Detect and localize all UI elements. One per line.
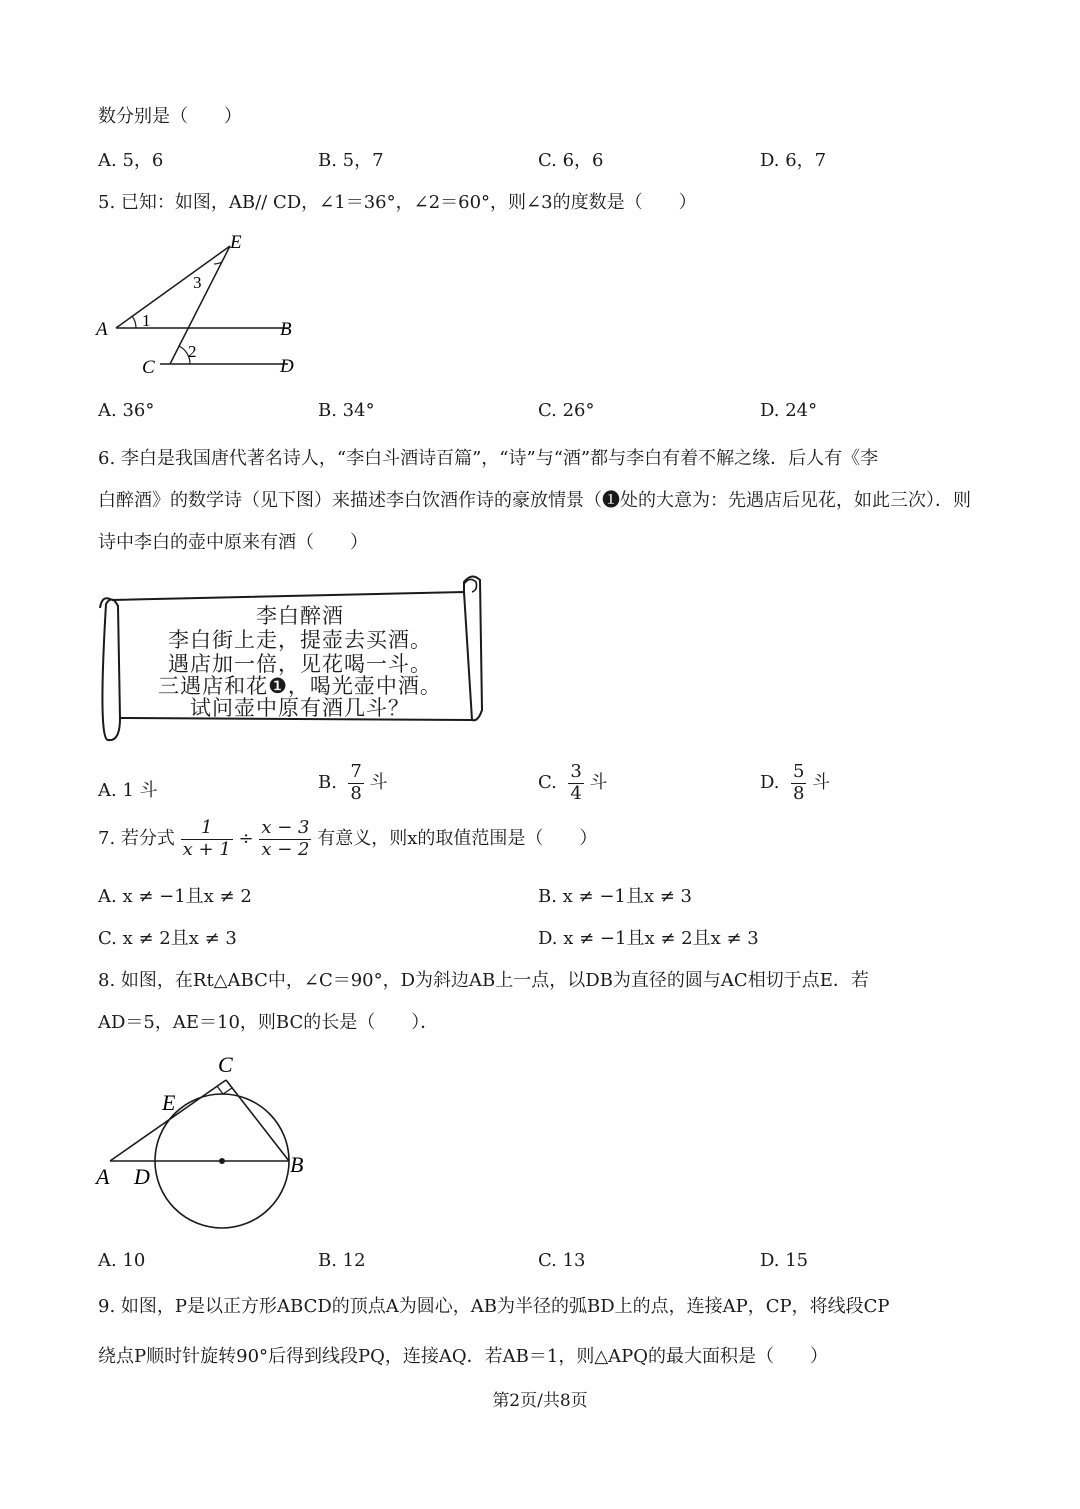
label-e: E	[162, 1090, 176, 1115]
frac-den: 8	[350, 782, 362, 804]
q7-frac1-den: x + 1	[182, 838, 231, 860]
poem-line-2: 遇店加一倍，见花喝一斗。	[168, 652, 432, 676]
q7-option-a: A. x ≠ −1且x ≠ 2	[98, 886, 252, 907]
label-d: D	[280, 356, 294, 377]
q9-stem-line2: 绕点P顺时针旋转90°后得到线段PQ，连接AQ．若AB＝1，则△APQ的最大面积是（ ）	[98, 1346, 829, 1367]
segment-cb	[226, 1080, 289, 1161]
line-ae	[116, 246, 230, 328]
label-d: D	[134, 1164, 150, 1189]
q8-option-c: C. 13	[538, 1250, 586, 1271]
q8-option-a: A. 10	[98, 1250, 146, 1271]
poem-line-4: 试问壶中原有酒几斗？	[190, 696, 410, 720]
q4-option-b: B. 5，7	[318, 150, 384, 171]
page-footer: 第2页/共8页	[492, 1391, 588, 1411]
q8-option-b: B. 12	[318, 1250, 366, 1271]
label-1: 1	[142, 311, 151, 330]
q5-parallel-lines-figure	[90, 226, 320, 384]
q6-stem-line1: 6. 李白是我国唐代著名诗人，“李白斗酒诗百篇”，“诗”与“酒”都与李白有着不解之缘．后人有《李	[98, 448, 879, 469]
label-3: 3	[193, 273, 202, 292]
q7-option-d: D. x ≠ −1且x ≠ 2且x ≠ 3	[538, 928, 759, 949]
q8-stem-line2: AD＝5，AE＝10，则BC的长是（ ）．	[98, 1012, 439, 1033]
label-2: 2	[188, 342, 197, 361]
angle-1-arc	[132, 316, 136, 328]
frac-num: 7	[350, 761, 362, 782]
q8-stem-line1: 8. 如图，在Rt△ABC中，∠C＝90°，D为斜边AB上一点，以DB为直径的圆与AC相切于点E．若	[98, 970, 869, 991]
right-angle-mark	[217, 1086, 232, 1094]
q7-frac1-num: 1	[181, 818, 233, 840]
q5-option-d: D. 24°	[760, 400, 818, 421]
q9-stem-line1: 9. 如图，P是以正方形ABCD的顶点A为圆心，AB为半径的弧BD上的点，连接AP，CP，将线段CP	[98, 1296, 890, 1317]
poem-line-1: 李白街上走，提壶去买酒。	[168, 628, 432, 652]
label-c: C	[142, 357, 155, 378]
q6-option-c: C. $\frac{3}{4}$ 斗	[538, 761, 608, 804]
q6-option-d: D. $\frac{5}{8}$ 斗	[760, 761, 831, 804]
frac-den: 8	[792, 782, 805, 804]
q6-option-b: B. $\frac{7}{8}$ 斗	[318, 761, 388, 804]
q5-option-b: B. 34°	[318, 400, 375, 421]
label-b: B	[280, 319, 292, 340]
q5-stem: 5. 已知：如图，AB// CD，∠1＝36°，∠2＝60°，则∠3的度数是（ ）	[98, 192, 697, 213]
label-b: B	[290, 1152, 304, 1177]
q7-stem: 7. 若分式 $\frac{1}{x + 1}$ ÷ $\frac{x - 3}{x - 2}$ 有意义，则x的取值范围是（ ）	[98, 817, 598, 860]
q4-option-a: A. 5，6	[98, 150, 164, 171]
frac-den: 4	[570, 782, 582, 804]
q7-option-b: B. x ≠ −1且x ≠ 3	[538, 886, 693, 907]
q8-circle-triangle-figure	[90, 1046, 330, 1232]
q7-frac2-num: x − 3	[261, 817, 310, 838]
label-a: A	[96, 319, 108, 340]
q7-frac2-den: x − 2	[261, 838, 310, 860]
q4-stem-tail: 数分别是（ ）	[98, 106, 242, 127]
q6-option-a: A. 1 斗	[98, 780, 158, 801]
q5-option-a: A. 36°	[98, 400, 155, 421]
label-a: A	[96, 1164, 110, 1189]
label-e: E	[230, 232, 242, 253]
circle-center	[219, 1158, 225, 1164]
q4-option-d: D. 6，7	[760, 150, 827, 171]
q7-option-c: C. x ≠ 2且x ≠ 3	[98, 928, 237, 949]
q6-stem-line2: 白醉酒》的数学诗（见下图）来描述李白饮酒作诗的豪放情景（❶处的大意为：先遇店后见花，如此三次）．则	[98, 490, 971, 511]
frac-num: 5	[792, 761, 805, 782]
q5-option-c: C. 26°	[538, 400, 595, 421]
poem-title: 李白醉酒	[256, 604, 344, 628]
q8-option-d: D. 15	[760, 1250, 809, 1271]
q6-stem-line3: 诗中李白的壶中原来有酒（ ）	[98, 532, 368, 553]
label-c: C	[218, 1052, 233, 1077]
q4-option-c: C. 6，6	[538, 150, 604, 171]
frac-num: 3	[570, 761, 582, 782]
poem-line-3: 三遇店和花❶，喝光壶中酒。	[158, 674, 442, 698]
